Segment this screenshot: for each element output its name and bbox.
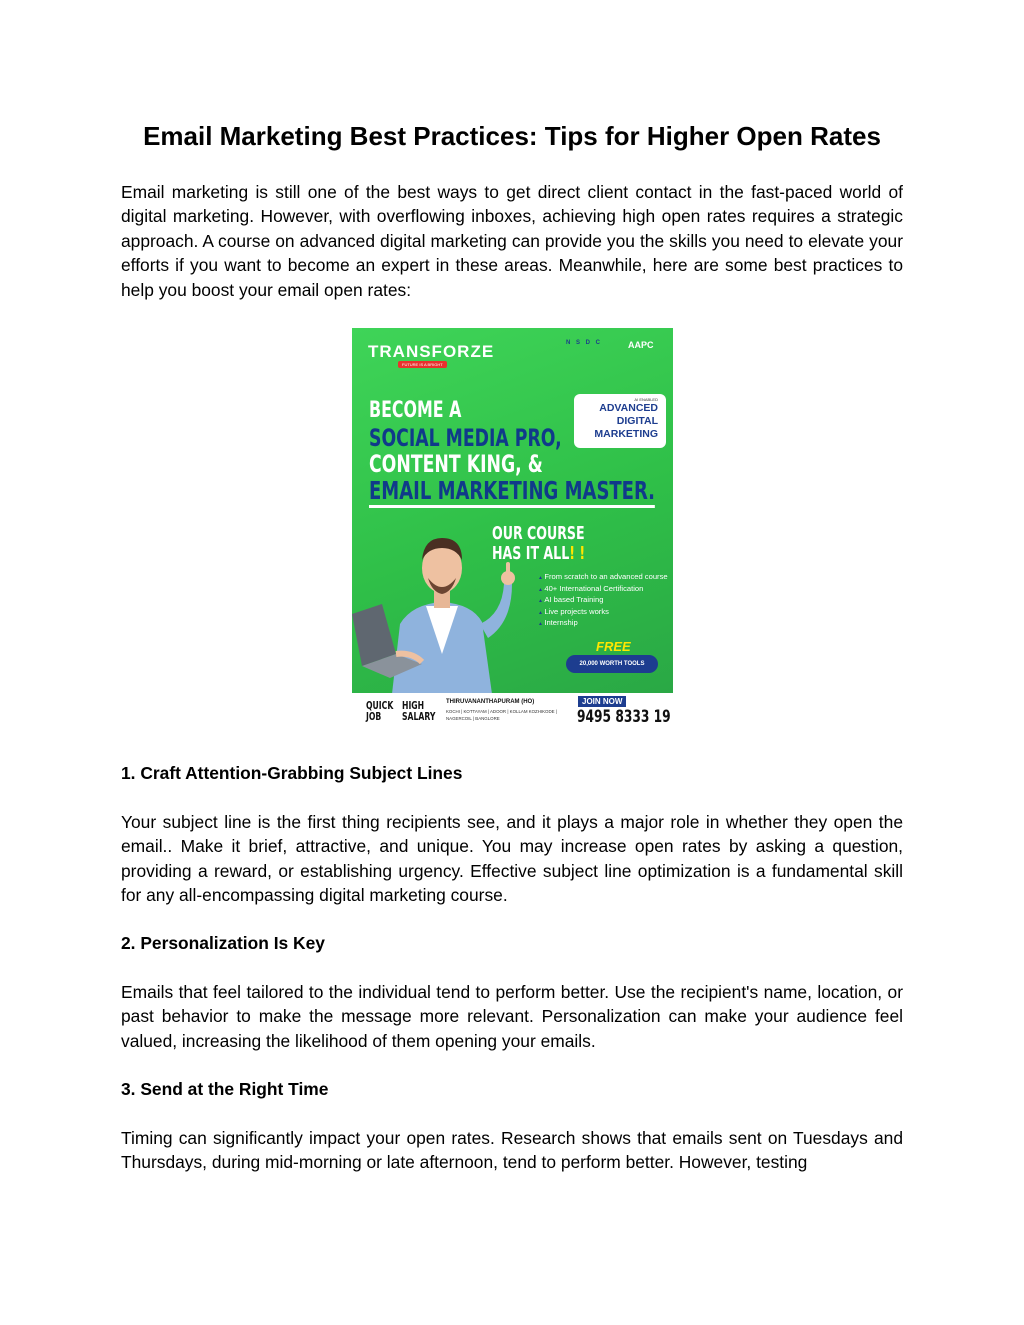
exclaim-marks: ! ! [569, 543, 586, 564]
head-office-city: THIRUVANANTHAPURAM (HO) [446, 699, 535, 705]
banner-headline-2: SOCIAL MEDIA PRO, [369, 424, 562, 452]
course-banner [352, 328, 673, 693]
our-course-line-2: HAS IT ALL [492, 543, 570, 564]
page-title: Email Marketing Best Practices: Tips for Higher Open Rates [143, 121, 881, 151]
banner-headline-1: BECOME A [369, 398, 462, 423]
section-heading-2: 2. Personalization Is Key [121, 933, 325, 953]
section-body-3: Timing can significantly impact your open rates. Research shows that emails sent on Tuesdays and Thursdays, during mid-morning or late afternoon, tend to perform better. However, testing [121, 1128, 903, 1173]
section-heading-1: 1. Craft Attention-Grabbing Subject Lines [121, 763, 463, 783]
card-small-text: AI ENABLED [634, 397, 658, 402]
intro-paragraph: Email marketing is still one of the best ways to get direct client contact in the fast-paced world of digital marketing. However, with overflowing inboxes, achieving high open rates requires a strategic approach. A course on advanced digital marketing can provide you the skills you need to elevate your efforts if you want to become an expert in these areas. Meanwhile, here are some best practices to help you boost your email open rates: [121, 182, 903, 300]
feature-item: ▲ 40+ International Certification [538, 584, 668, 596]
feature-item: ▲ Live projects works [538, 607, 668, 619]
free-label: FREE [596, 639, 631, 654]
branch-cities: KOCHI | KOTTAYAM | ADOOR | KOLLAM KOZHIKODE | NAGERCOIL | BANGLORE [446, 709, 557, 721]
our-course-text [492, 524, 585, 564]
phone-number: 9495 8333 19 [577, 707, 671, 727]
section-heading-3: 3. Send at the Right Time [121, 1079, 329, 1099]
card-line: MARKETING [594, 428, 658, 440]
feature-item: ▲ Internship [538, 618, 668, 630]
feature-list [538, 572, 668, 630]
banner-headline-4: EMAIL MARKETING MASTER. [369, 476, 655, 508]
section-body-2: Emails that feel tailored to the individual tend to perform better. Use the recipient's name, location, or past behavior to make the message more relevant. Personalization can make your audience feel valued, increasing the likelihood of them opening your emails. [121, 982, 903, 1051]
our-course-line-1: OUR COURSE [492, 523, 585, 544]
join-now-badge: JOIN NOW [578, 696, 626, 707]
banner-logo: TRANSFORZE [368, 342, 495, 361]
course-card [574, 394, 666, 448]
quick-job-label: QUICK JOB [366, 699, 394, 723]
banner-tagline: FUTURE IS A BRIGHT [398, 361, 447, 368]
banner-footer [352, 693, 673, 730]
card-line: DIGITAL [616, 415, 658, 427]
tools-badge: 20,000 WORTH TOOLS [566, 655, 658, 673]
banner-headline-3: CONTENT KING, & [369, 450, 543, 478]
aapc-logo: AAPC [628, 340, 654, 350]
section-body-1: Your subject line is the first thing recipients see, and it plays a major role in whether they open the email.. Make it brief, attractive, and unique. You may increase open rates by asking a question, providing a reward, or establishing urgency. Effective subject line optimization is a fundamental skill for any all-encompassing digital marketing course. [121, 812, 903, 906]
feature-item: ▲ From scratch to an advanced course [538, 572, 668, 584]
card-line: ADVANCED [599, 402, 658, 414]
nsdc-logo: N S D C [566, 340, 603, 346]
high-salary-label: HIGH SALARY [402, 699, 436, 723]
feature-item: ▲ AI based Training [538, 595, 668, 607]
